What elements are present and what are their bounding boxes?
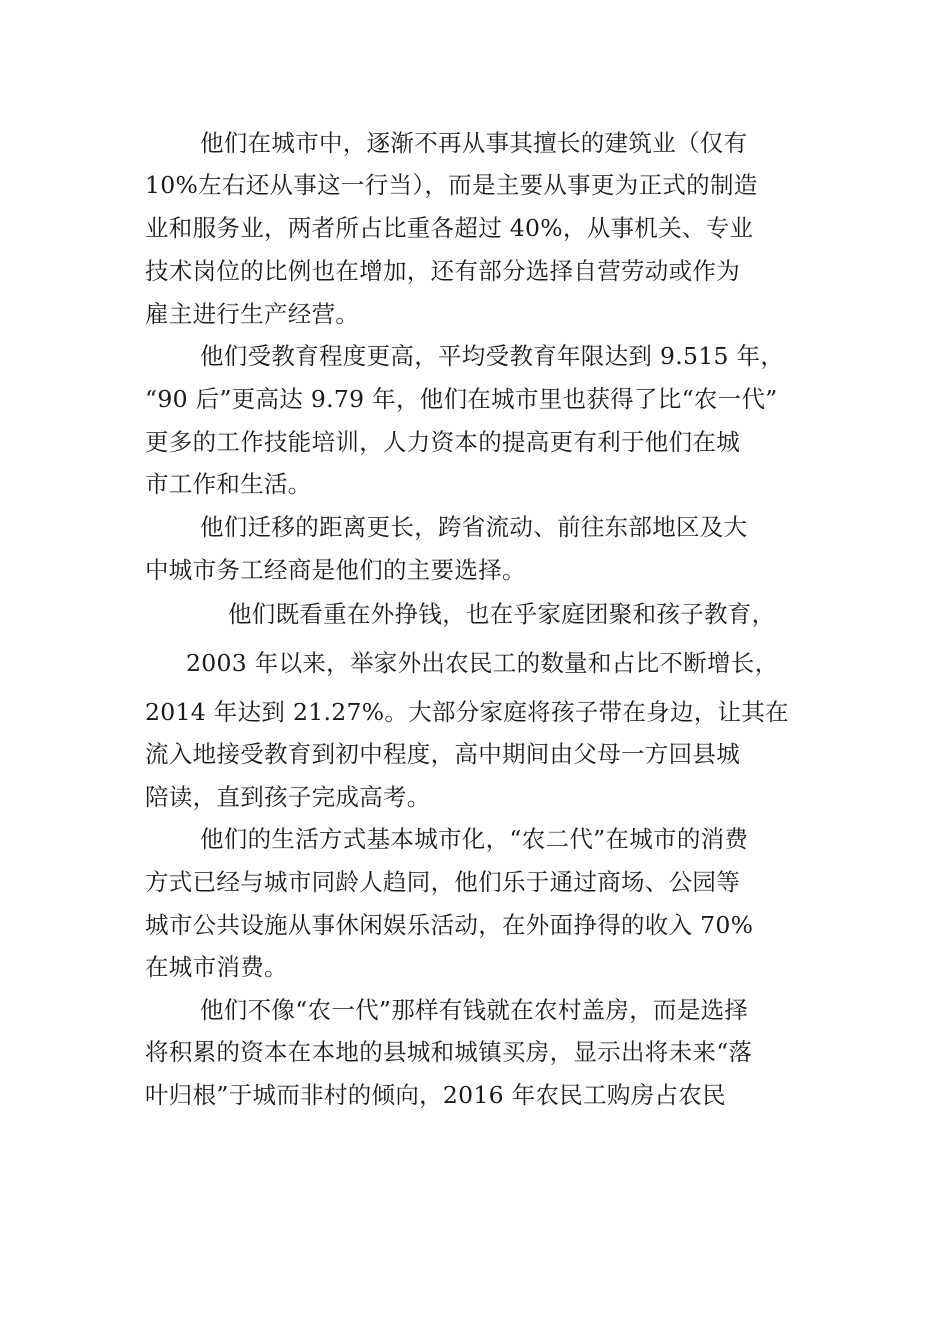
text-line: 10%左右还从事这一行当），而是主要从事更为正式的制造 [145, 171, 758, 199]
text-line: 他们受教育程度更高，平均受教育年限达到 9.515 年， [200, 342, 785, 370]
text-line: 雇主进行生产经营。 [145, 300, 360, 328]
text-line: “90 后”更高达 9.79 年，他们在城市里也获得了比“农一代” [145, 385, 778, 413]
text-line: 他们的生活方式基本城市化，“农二代”在城市的消费 [200, 825, 749, 853]
text-line: 他们迁移的距离更长，跨省流动、前往东部地区及大 [200, 513, 748, 541]
text-line: 市工作和生活。 [145, 470, 312, 498]
text-line: 陪读，直到孩子完成高考。 [145, 783, 431, 811]
text-line: 方式已经与城市同龄人趋同，他们乐于通过商场、公园等 [145, 868, 740, 896]
text-line: 2014 年达到 21.27%。大部分家庭将孩子带在身边，让其在 [145, 698, 789, 726]
text-line: 城市公共设施从事休闲娱乐活动，在外面挣得的收入 70% [145, 911, 754, 939]
text-line: 更多的工作技能培训，人力资本的提高更有利于他们在城 [145, 428, 740, 456]
text-line: 他们既看重在外挣钱，也在乎家庭团聚和孩子教育， [228, 600, 776, 628]
text-line: 中城市务工经商是他们的主要选择。 [145, 556, 526, 584]
text-line: 将积累的资本在本地的县城和城镇买房，显示出将未来“落 [145, 1038, 753, 1066]
text-line: 流入地接受教育到初中程度，高中期间由父母一方回县城 [145, 740, 740, 768]
text-line: 在城市消费。 [145, 953, 288, 981]
text-line: 他们不像“农一代”那样有钱就在农村盖房，而是选择 [200, 996, 749, 1024]
text-line: 叶归根”于城而非村的倾向，2016 年农民工购房占农民 [145, 1081, 726, 1109]
text-line: 2003 年以来，举家外出农民工的数量和占比不断增长， [186, 649, 779, 677]
text-line: 他们在城市中，逐渐不再从事其擅长的建筑业（仅有 [200, 129, 748, 157]
text-line: 技术岗位的比例也在增加，还有部分选择自营劳动或作为 [145, 257, 740, 285]
text-line: 业和服务业，两者所占比重各超过 40%，从事机关、专业 [145, 214, 754, 242]
